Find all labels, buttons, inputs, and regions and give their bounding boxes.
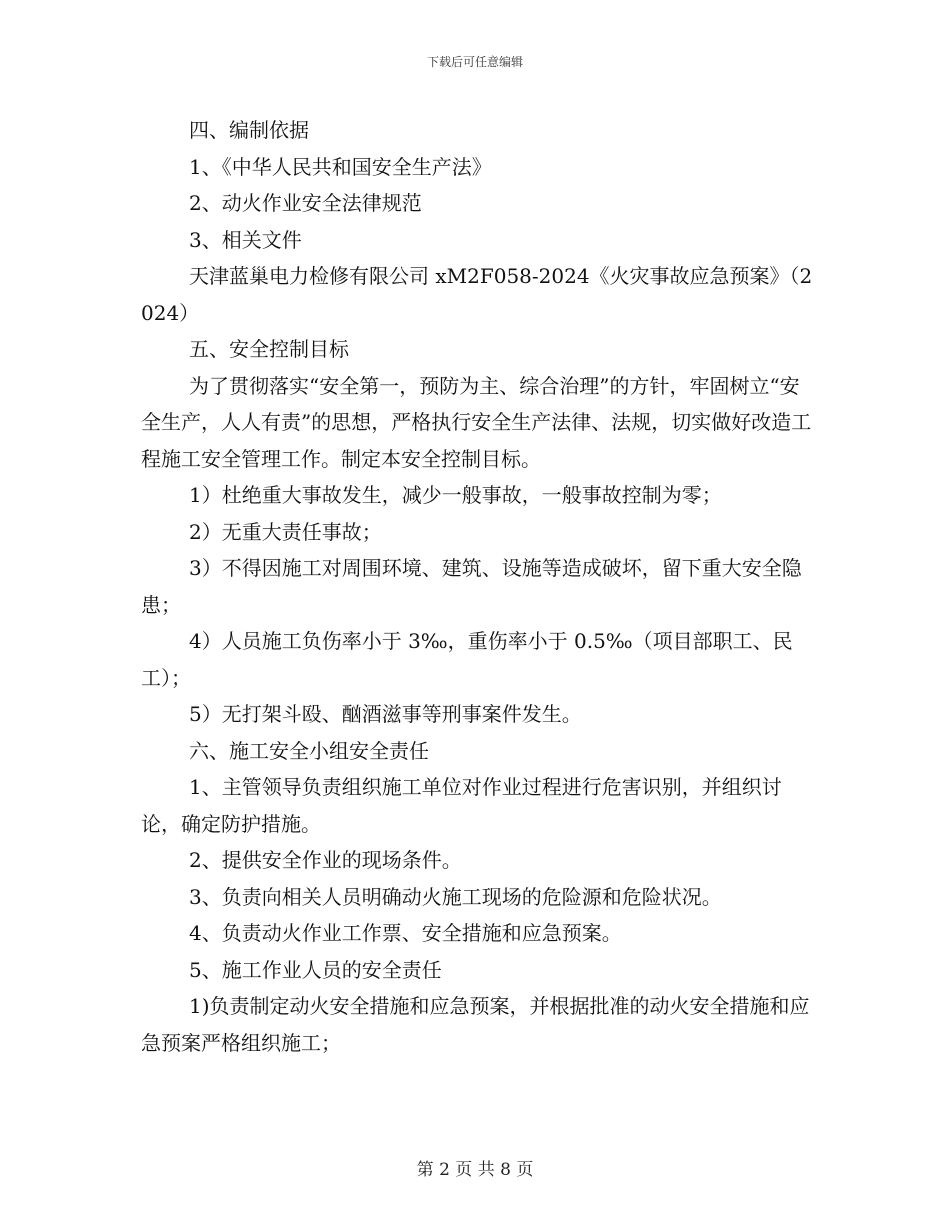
page-footer: 第 2 页 共 8 页 — [416, 1160, 534, 1180]
target-item-2: 2）无重大责任事故； — [189, 519, 382, 544]
related-document: 天津蓝巢电力检修有限公司 xM2F058-2024《火灾事故应急预案》（2024） — [141, 264, 813, 325]
section-heading-targets: 五、安全控制目标 — [189, 337, 349, 361]
targets-intro: 为了贯彻落实“安全第一，预防为主、综合治理”的方针，牢固树立“安全生产，人人有责”的思想，严格执行安全生产法律、法规，切实做好改造工程施工安全管理工作。制定本安全控制目标。 — [141, 373, 812, 471]
section-heading-basis: 四、编制依据 — [189, 118, 309, 142]
responsibility-item-4: 4、负责动火作业工作票、安全措施和应急预案。 — [189, 921, 622, 945]
basis-item-2: 2、动火作业安全法律规范 — [189, 191, 422, 215]
responsibility-item-3: 3、负责向相关人员明确动火施工现场的危险源和危险状况。 — [189, 884, 722, 909]
section-heading-responsibility: 六、施工安全小组安全责任 — [189, 738, 429, 763]
page-header: 下载后可任意编辑 — [426, 55, 523, 69]
document-body — [141, 112, 813, 1061]
basis-item-3: 3、相关文件 — [189, 227, 302, 252]
target-item-3: 3）不得因施工对周围环境、建筑、设施等造成破坏，留下重大安全隐患； — [141, 556, 802, 617]
worker-responsibility-item-1: 1)负责制定动火安全措施和应急预案，并根据批准的动火安全措施和应急预案严格组织施工； — [141, 994, 810, 1055]
responsibility-item-5: 5、施工作业人员的安全责任 — [189, 957, 442, 982]
basis-item-1: 1、《中华人民共和国安全生产法》 — [189, 154, 492, 179]
target-item-4: 4）人员施工负伤率小于 3‰，重伤率小于 0.5‰（项目部职工、民工）； — [141, 629, 793, 690]
target-item-5: 5）无打架斗殴、酗酒滋事等刑事案件发生。 — [189, 702, 582, 726]
responsibility-item-1: 1、主管领导负责组织施工单位对作业过程进行危害识别，并组织讨论，确定防护措施。 — [141, 775, 782, 836]
responsibility-item-2: 2、提供安全作业的现场条件。 — [189, 848, 462, 872]
target-item-1: 1）杜绝重大事故发生，减少一般事故，一般事故控制为零； — [189, 483, 722, 507]
